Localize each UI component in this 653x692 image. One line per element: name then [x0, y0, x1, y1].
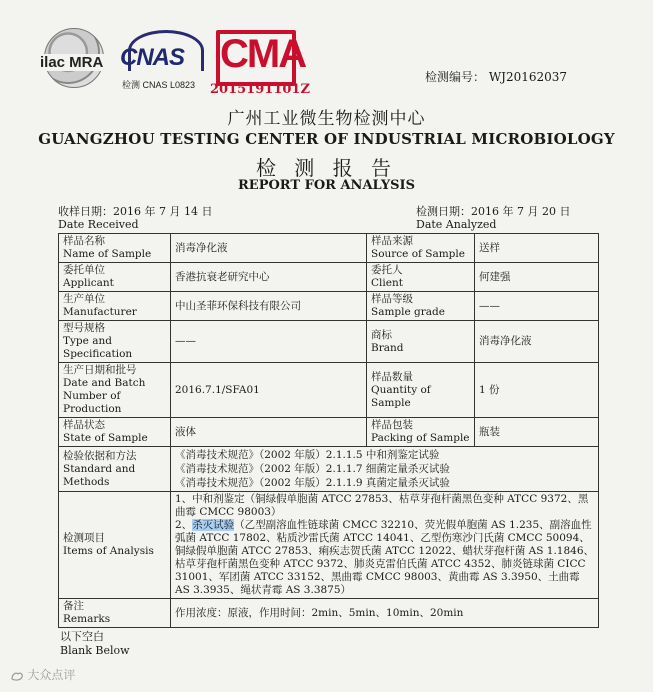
client-label: 委托人 Client	[367, 263, 475, 292]
remarks-value: 作用浓度：原液，作用时间：2min、5min、10min、20min	[171, 599, 599, 628]
manufacturer-label: 生产单位 Manufacturer	[59, 292, 171, 321]
analysis-item-1: 1、中和剂鉴定（铜绿假单胞菌 ATCC 27853、枯草芽孢杆菌黑色变种 ATCC 9372、黑曲霉 CMCC 98003）	[175, 493, 589, 518]
table-row	[59, 234, 599, 263]
analysis-table	[58, 233, 599, 628]
date-analyzed-cn: 检测日期：2016 年 7 月 20 日	[416, 205, 571, 218]
report-title-en: REPORT FOR ANALYSIS	[238, 178, 415, 193]
quantity-label: 样品数量 Quantity of Sample	[367, 363, 475, 418]
report-title-cn: 检 测 报 告	[255, 156, 398, 180]
table-row	[59, 263, 599, 292]
remarks-label: 备注 Remarks	[59, 599, 171, 628]
cma-label: CMA	[220, 32, 306, 76]
state-label: 样品状态 State of Sample	[59, 418, 171, 447]
watermark-icon	[10, 670, 24, 682]
center-title-cn: 广州工业微生物检测中心	[227, 109, 426, 129]
source-label: 样品来源 Source of Sample	[367, 234, 475, 263]
date-received	[58, 205, 212, 231]
date-received-en: Date Received	[58, 218, 139, 231]
state-value: 液体	[171, 418, 367, 447]
highlighted-text: 杀灭试验	[192, 519, 235, 531]
batch-value: 2016.7.1/SFA01	[171, 363, 367, 418]
blank-below	[60, 630, 130, 658]
blank-below-cn: 以下空白	[60, 630, 104, 643]
watermark	[10, 666, 75, 683]
date-received-cn: 收样日期：2016 年 7 月 14 日	[58, 205, 213, 218]
table-row	[59, 321, 599, 363]
sample-name-value: 消毒净化液	[171, 234, 367, 263]
table-row	[59, 418, 599, 447]
ilac-mra-logo	[38, 28, 118, 90]
cnas-label: CNAS	[120, 44, 185, 71]
table-row	[59, 599, 599, 628]
table-row	[59, 492, 599, 599]
blank-below-en: Blank Below	[60, 644, 130, 657]
grade-label: 样品等级 Sample grade	[367, 292, 475, 321]
source-value: 送样	[475, 234, 599, 263]
brand-value: 消毒净化液	[475, 321, 599, 363]
ilac-label: ilac MRA	[40, 54, 104, 71]
type-label: 型号规格 Type and Specification	[59, 321, 171, 363]
method-item: 《消毒技术规范》（2002 年版）2.1.1.7 细菌定量杀灭试验	[175, 463, 450, 475]
table-row	[59, 447, 599, 492]
table-row	[59, 292, 599, 321]
method-item: 《消毒技术规范》（2002 年版）2.1.1.9 真菌定量杀灭试验	[175, 477, 450, 489]
date-analyzed	[416, 205, 570, 231]
items-value	[171, 492, 599, 599]
applicant-label: 委托单位 Applicant	[59, 263, 171, 292]
client-value: 何建强	[475, 263, 599, 292]
type-value: ——	[171, 321, 367, 363]
packing-value: 瓶装	[475, 418, 599, 447]
manufacturer-value: 中山圣菲环保科技有限公司	[171, 292, 367, 321]
batch-label: 生产日期和批号 Date and Batch Number of Production	[59, 363, 171, 418]
items-label: 检测项目 Items of Analysis	[59, 492, 171, 599]
report-number: 检测编号： WJ20162037	[425, 70, 568, 84]
date-analyzed-en: Date Analyzed	[416, 218, 497, 231]
sample-name-label: 样品名称 Name of Sample	[59, 234, 171, 263]
methods-label: 检验依据和方法 Standard and Methods	[59, 447, 171, 492]
quantity-value: 1 份	[475, 363, 599, 418]
packing-label: 样品包装 Packing of Sample	[367, 418, 475, 447]
methods-value	[171, 447, 599, 492]
cma-logo	[210, 30, 330, 102]
cma-number: 2015191101Z	[210, 82, 310, 97]
cnas-number: 检测 CNAS L0823	[122, 80, 196, 90]
analysis-item-2: 2、杀灭试验（乙型副溶血性链球菌 CMCC 32210、荧光假单胞菌 AS 1.235、副溶血性弧菌 ATCC 17802、粘质沙雷氏菌 ATCC 14041、乙型伤寒沙门氏菌 CMCC 50094、铜绿假单胞菌 ATCC 27853、痢疾志贺氏菌 ATCC 12022、蜡状芽孢杆菌 AS 1.1846、枯草芽孢杆菌黑色变种 ATCC 9372、肺炎克雷伯氏菌 ATCC 4352、肺炎链球菌 CICC 31001、军团菌 ATCC 33152、黑曲霉 CMCC 98003、黄曲霉 AS 3.3950、土曲霉 AS 3.3935、绳状青霉 AS 3.3875）	[175, 519, 595, 596]
applicant-value: 香港抗衰老研究中心	[171, 263, 367, 292]
center-title-en: GUANGZHOU TESTING CENTER OF INDUSTRIAL MICROBIOLOGY	[38, 130, 615, 148]
grade-value: ——	[475, 292, 599, 321]
brand-label: 商标 Brand	[367, 321, 475, 363]
cnas-logo	[120, 30, 210, 100]
watermark-text: 大众点评	[27, 668, 76, 682]
method-item: 《消毒技术规范》（2002 年版）2.1.1.5 中和剂鉴定试验	[175, 449, 440, 461]
table-row	[59, 363, 599, 418]
